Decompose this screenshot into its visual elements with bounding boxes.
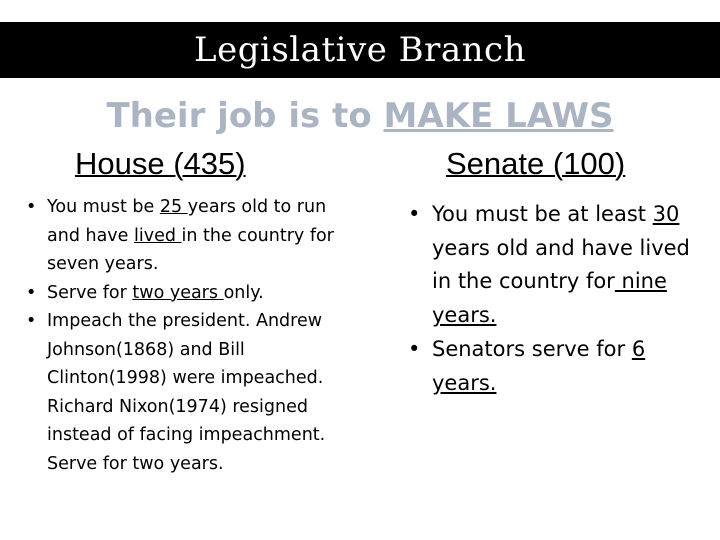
house-bullet-text: 25 xyxy=(159,197,188,217)
house-bullet-text: years old to run and have xyxy=(47,197,327,246)
house-bullet-text: lived xyxy=(134,225,182,246)
senate-bullet-text: Senators serve for xyxy=(432,336,632,361)
senate-bullet-text: 6 years. xyxy=(432,336,646,395)
house-bullet-text: Impeach the president. Andrew Johnson(1868) and Bill Clinton(1998) were impeached. Richard Nixon(1974) resigned instead of facing impeachment. Serve for two years. xyxy=(47,311,326,474)
house-bullet-item xyxy=(22,279,340,308)
senate-bullet-text: nine years. xyxy=(432,269,667,328)
house-heading: House (435) xyxy=(75,146,246,181)
house-bullet-text: only. xyxy=(223,282,264,303)
subtitle-prefix: Their job is to xyxy=(106,96,384,136)
house-bullet-item xyxy=(22,307,340,478)
senate-bullet-list xyxy=(406,198,696,400)
senate-bullet-text: years old and have lived in the country for xyxy=(432,235,690,294)
house-bullet-item xyxy=(22,193,340,279)
senate-bullet-item xyxy=(406,198,696,333)
house-bullet-text: in the country for seven years. xyxy=(47,225,334,274)
house-bullet-text: Serve for xyxy=(47,282,133,303)
subtitle-emphasis: MAKE LAWS xyxy=(383,96,614,136)
house-bullet-text: You must be xyxy=(47,197,160,217)
house-bullet-list xyxy=(22,193,340,478)
title-bar xyxy=(0,22,720,78)
senate-bullet-text: You must be at least xyxy=(432,202,653,226)
senate-bullet-text: 30 xyxy=(652,202,680,226)
subtitle xyxy=(0,96,720,136)
senate-bullet-item xyxy=(406,333,696,400)
senate-heading: Senate (100) xyxy=(446,146,626,181)
slide-title: Legislative Branch xyxy=(194,30,526,70)
house-bullet-text: two years xyxy=(132,282,224,303)
